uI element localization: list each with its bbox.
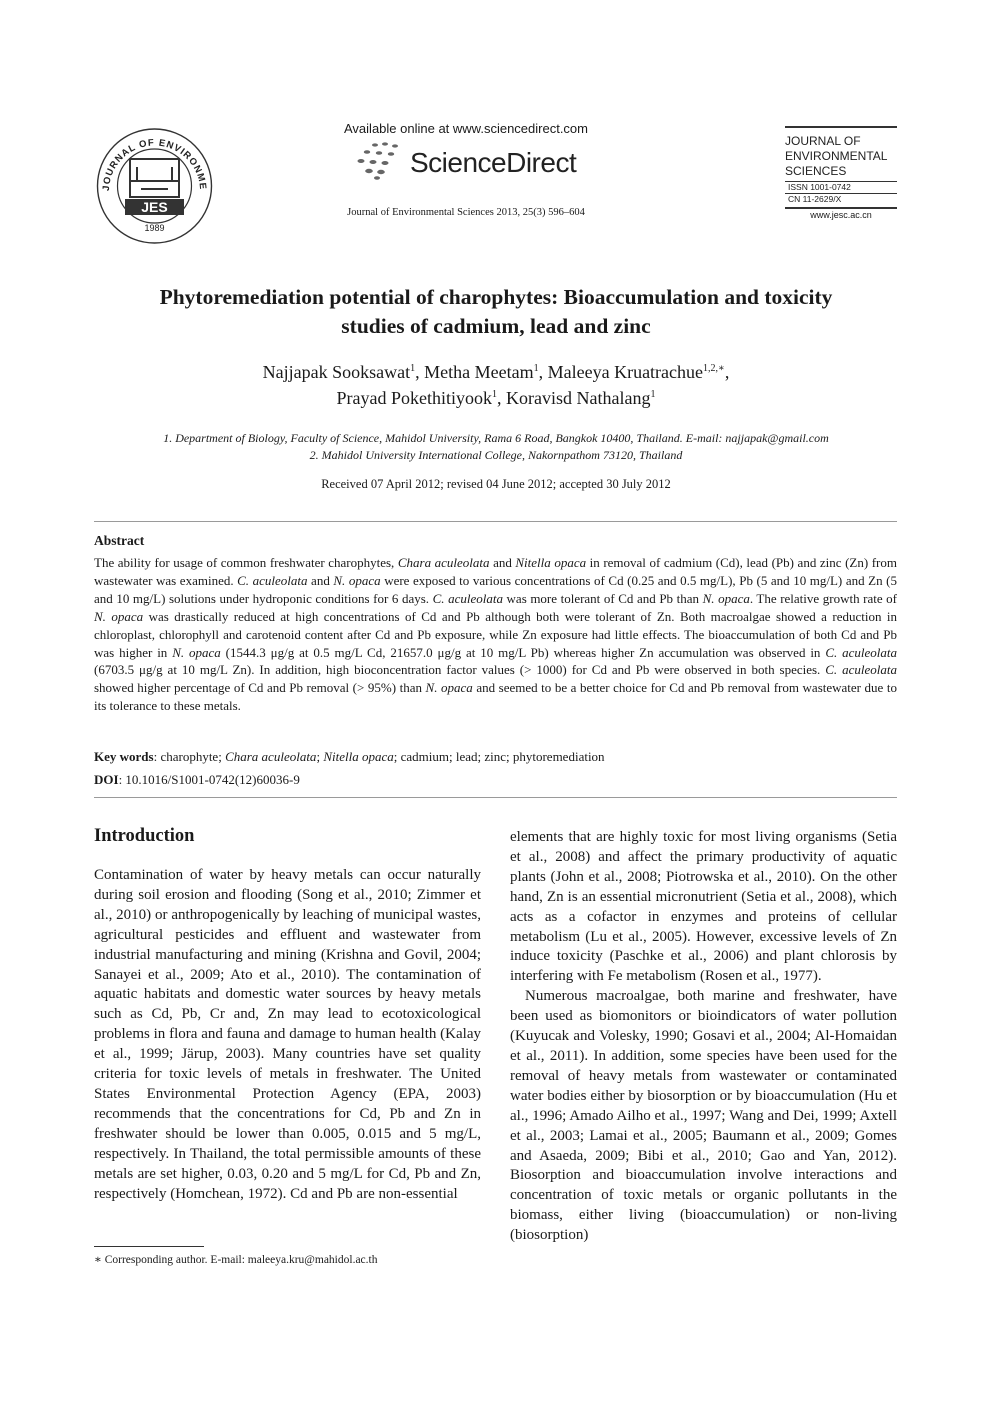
author-affiliation-mark: 1 [533, 363, 539, 374]
received-dates: Received 07 April 2012; revised 04 June 2012; accepted 30 July 2012 [321, 477, 671, 491]
title-line-1: Phytoremediation potential of charophytes: Bioaccumulation and toxicity [159, 285, 833, 309]
jes-issn: ISSN 1001-0742 [788, 182, 851, 192]
abstract-text: in removal of cadmium (Cd), lead (Pb) and zinc (Zn) from wastewater was examined. [94, 555, 897, 588]
intro-paragraph-1: Contamination of water by heavy metals can occur naturally during soil erosion and flooding (Song et al., 2010; Zimmer et al., 2010) or anthropogenically by leaching of municipal wastes, agricultural pesticides and effluent and wastewater from industrial manufacturing and mining (Krishna and Govil, 2004; Sanayei et al., 2009; Ato et al., 2010). The contamination of aquatic habitats and domestic water sources by heavy metals such as Cd, Pb, Cr and, Zn may lead to ecotoxicological problems in flora and fauna and damage to human health (Kalay et al., 1999; Järup, 2003). Many countries have set quality criteria for toxic levels of metals in freshwater. The United States Environmental Protection Agency (EPA, 2003) recommends that the concentrations for Cd, Pb and Zn in freshwater should be lower than 0.005, 0.015 and 5 mg/L, respectively. In Thailand, the total permissible amounts of these metals are set higher, 0.03, 0.20 and 5 mg/L for Cd, Pb and Zn, respectively (Homchean, 1972). Cd and Pb are non-essential [94, 867, 481, 1202]
abstract-text: The ability for usage of common freshwater charophytes, [94, 555, 398, 570]
body-column-left [94, 866, 481, 1204]
jes-url[interactable]: www.jesc.ac.cn [810, 210, 872, 220]
jes-line2: ENVIRONMENTAL [785, 149, 888, 163]
paper-title [94, 283, 898, 341]
affiliation-1: 1. Department of Biology, Faculty of Science, Mahidol University, Rama 6 Road, Bangkok 10400, Thailand. E-mail: najjapak@gmail.com [163, 431, 829, 445]
jes-line1: JOURNAL OF [785, 134, 861, 148]
author-name: Prayad Pokethitiyook [336, 388, 493, 408]
abstract-text: and [489, 555, 516, 570]
sciencedirect-dots-icon [355, 140, 415, 180]
author-name: Najjapak Sooksawat [262, 362, 411, 382]
species-name: C. aculeolata [432, 590, 503, 606]
species-name: N. opaca [333, 572, 381, 588]
species-name: N. opaca [94, 608, 144, 624]
abstract-text: . The relative growth rate of [749, 590, 898, 606]
author-affiliation-mark: 1 [492, 389, 498, 400]
abstract-text: were exposed to various concentrations of Cd (0.25 and 0.5 mg/L), Pb (5 and 10 mg/L) and Zn (5 and 10 mg/L) solutions under hydroponic conditions for 6 days. [94, 572, 897, 606]
affiliations [94, 430, 898, 464]
abstract-text: (1544.3 μg/g at 0.5 mg/L Cd, 21657.0 μg/g at 10 mg/L Pb) whereas higher Zn accumulation was observed in [220, 644, 826, 660]
species-name: Nitella opaca [515, 555, 587, 570]
jes-cn: CN 11-2629/X [788, 194, 842, 204]
journal-logo [93, 127, 216, 245]
species-name: N. opaca [702, 590, 750, 606]
keyword-species: Nitella opaca [323, 749, 394, 764]
keyword-text: : charophyte; [153, 749, 226, 764]
keyword-text: ; cadmium; lead; zinc; phytoremediation [393, 749, 605, 764]
abstract-text: was drastically reduced at high concentrations of Cd and Pb although both were tolerant of Zn. Both macroalgae showed a reduction in chloroplast, chlorophyll and carotenoid content after Cd and Pb exposure, while Zn exposure had little effects. The bioaccumulation of both Cd and Pb was higher in [94, 608, 897, 660]
abstract-text: was more tolerant of Cd and Pb than [502, 590, 703, 606]
intro-paragraph-3: Numerous macroalgae, both marine and freshwater, have been used as biomonitors or bioindicators of water pollution (Kuyucak and Volesky, 1990; Gosavi et al., 2004; Al-Homaidan et al., 2011). In addition, some species have been used for the removal of heavy metals from wastewater or contaminated water bodies either by biosorption or by bioaccumulation (Hu et al., 1996; Amado Ailho et al., 1997; Wang and Dei, 1999; Axtell et al., 2003; Lamai et al., 2005; Baumann et al., 2009; Gomes and Asaeda, 2009; Bibi et al., 2010; Gao and Yan, 2012). Biosorption and bioaccumulation involve interactions and concentration of toxic metals or organic pollutants in the biomass, either living (bioaccumulation) or non-living (biosorption) [510, 988, 897, 1244]
species-name: N. opaca [172, 644, 221, 660]
abstract-text: (6703.5 μg/g at 10 mg/L Zn). In addition, high bioconcentration factor values (> 1000) for Cd and Pb were observed in both species. [94, 662, 826, 678]
divider-top [94, 521, 897, 522]
author-affiliation-mark: 1 [410, 363, 416, 374]
jes-line3: SCIENCES [785, 164, 847, 178]
abstract-heading: Abstract [94, 533, 145, 548]
introduction-heading: Introduction [94, 826, 195, 846]
doi [94, 772, 897, 788]
species-name: C. aculeolata [825, 662, 898, 678]
keywords [94, 749, 897, 765]
abstract-text: showed higher percentage of Cd and Pb removal (> 95%) than [94, 680, 426, 696]
affiliation-2: 2. Mahidol University International College, Nakornpathom 73120, Thailand [309, 448, 683, 462]
author-affiliation-mark: 1,2,∗ [703, 363, 725, 374]
corresponding-author-footnote: ∗ Corresponding author. E-mail: maleeya.kru@mahidol.ac.th [94, 1254, 378, 1266]
doi-value[interactable]: : 10.1016/S1001-0742(12)60036-9 [118, 772, 300, 787]
keyword-species: Chara aculeolata [225, 749, 317, 764]
journal-info-box [785, 126, 897, 220]
intro-paragraph-2: elements that are highly toxic for most living organisms (Setia et al., 2008) and affect the primary productivity of aquatic plants (John et al., 2008; Piotrowska et al., 2010). On the other hand, Zn is an essential micronutrient (Setia et al., 2008), which acts as a cofactor in enzymes and proteins of cellular metabolism (Lu et al., 2005). However, excessive levels of Zn induce toxicity (Paschke et al., 2006) and plant chlorosis by interfering with Fe metabolism (Rosen et al., 1977). [510, 829, 897, 985]
species-name: C. aculeolata [237, 572, 308, 588]
body-column-right [510, 828, 897, 1246]
sciencedirect-wordmark: ScienceDirect [410, 147, 577, 178]
species-name: C. aculeolata [825, 644, 898, 660]
logo-year: 1989 [144, 223, 165, 233]
logo-abbrev: JES [141, 199, 168, 215]
abstract-body [94, 554, 897, 715]
author-name: Metha Meetam [424, 362, 534, 382]
keywords-label: Key words [94, 749, 154, 764]
author-name: Koravisd Nathalang [506, 388, 651, 408]
keyword-text: ; [316, 749, 324, 764]
available-online-text: Available online at www.sciencedirect.com [344, 121, 588, 136]
author-name: Maleeya Kruatrachue [547, 362, 704, 382]
logo-ring-text: JOURNAL OF ENVIRONME [100, 137, 209, 192]
title-line-2: studies of cadmium, lead and zinc [341, 314, 651, 338]
journal-citation: Journal of Environmental Sciences 2013, 25(3) 596–604 [347, 207, 585, 218]
author-affiliation-mark: 1 [650, 389, 656, 400]
doi-label: DOI [94, 772, 119, 787]
abstract-text: and [307, 572, 334, 588]
footnote-rule [94, 1246, 204, 1247]
species-name: N. opaca [425, 680, 473, 696]
divider-bottom [94, 797, 897, 798]
author-list: Najjapak Sooksawat$^1$, Metha Meetam$^1$, Maleeya Kruatrachue$^{1,2,∗}$, Prayad Pokethitiyook$^1$, Koravisd Nathalang$^1$ [262, 362, 730, 408]
abstract-text: and seemed to be a better choice for Cd and Pb removal from wastewater due to its tolerance to these metals. [94, 680, 897, 714]
species-name: Chara aculeolata [397, 555, 490, 570]
